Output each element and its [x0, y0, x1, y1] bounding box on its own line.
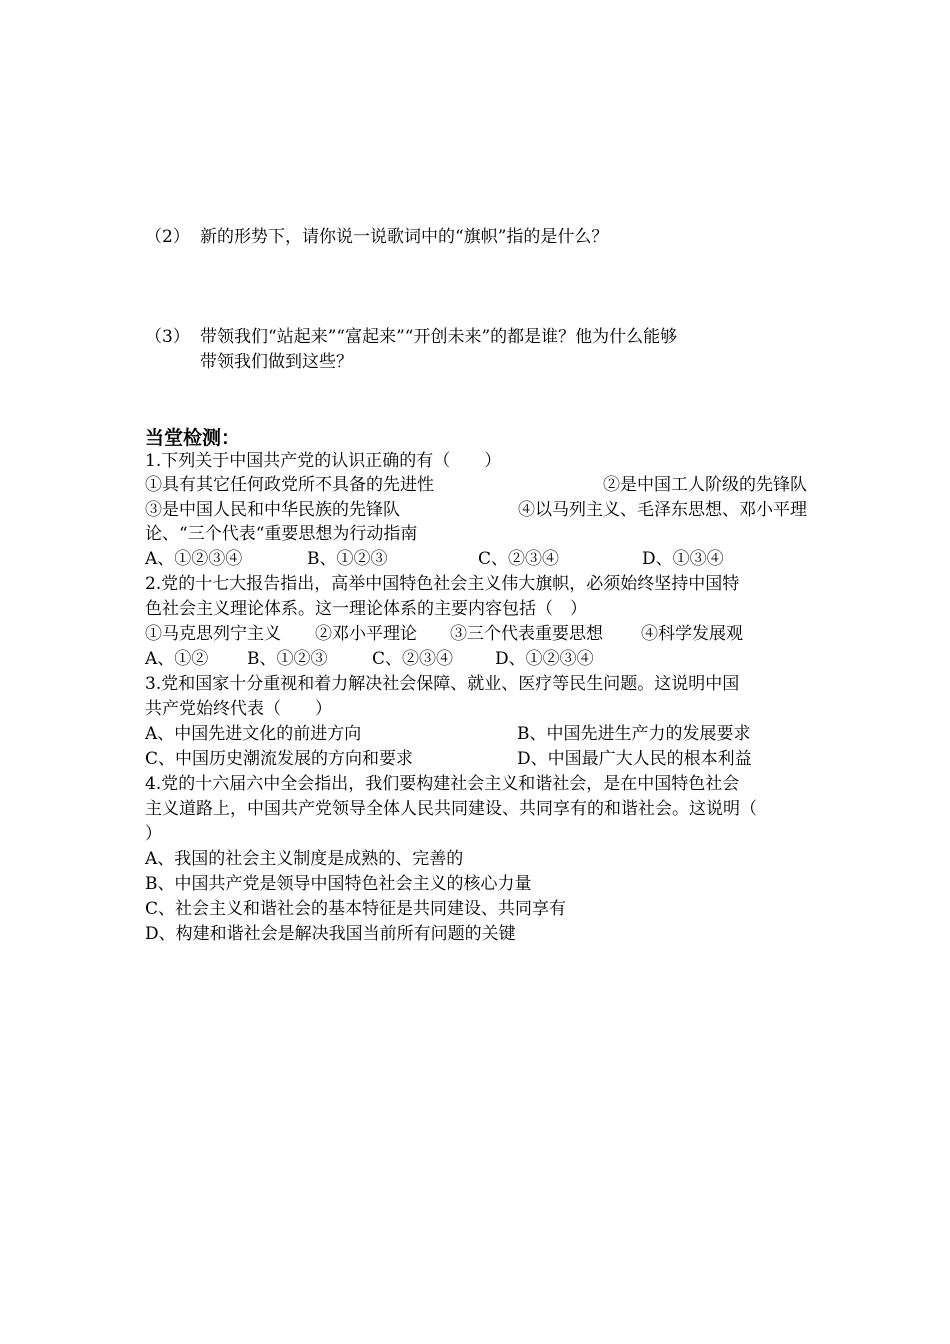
test-q2-stem-line-2: 色社会主义理论体系。这一理论体系的主要内容包括（ ） [145, 599, 587, 619]
test-q2-stem-line-1: 2.党的十七大报告指出，高举中国特色社会主义伟大旗帜，必须始终坚持中国特 [145, 574, 740, 594]
test-q4-option-c: C、社会主义和谐社会的基本特征是共同建设、共同享有 [145, 899, 567, 919]
question-3-text-line-1: 带领我们“站起来”“富起来”“开创未来”的都是谁？他为什么能够 [200, 327, 678, 347]
test-q1-statement-4: ④以马列主义、毛泽东思想、邓小平理 [518, 500, 807, 520]
test-q2-option-b: B、①②③ [247, 649, 328, 669]
test-q1-statements-row-1 [145, 473, 807, 497]
test-q4-option-a: A、我国的社会主义制度是成熟的、完善的 [145, 849, 464, 869]
test-q1-stem: 1.下列关于中国共产党的认识正确的有（ ） [145, 451, 502, 471]
test-q1-statements-row-2 [145, 498, 807, 522]
test-q2-option-d: D、①②③④ [495, 649, 594, 669]
question-3-number: （3） [145, 327, 190, 347]
test-q2-item-2: ②邓小平理论 [315, 624, 417, 644]
test-q2-item-3: ③三个代表重要思想 [450, 624, 603, 644]
test-q2-item-4: ④科学发展观 [641, 624, 743, 644]
test-q1-option-d: D、①③④ [642, 549, 724, 569]
test-q1-statement-2: ②是中国工人阶级的先锋队 [603, 475, 807, 495]
test-q1-statement-1: ①具有其它任何政党所不具备的先进性 [145, 475, 434, 495]
question-2-number: （2） [145, 227, 190, 247]
question-3-text-line-2: 带领我们做到这些？ [200, 352, 353, 372]
test-q3-option-c: C、中国历史潮流发展的方向和要求 [145, 749, 414, 769]
test-q4-stem-line-2: 主义道路上，中国共产党领导全体人民共同建设、共同享有的和谐社会。这说明（ [145, 799, 757, 819]
test-q1-option-c: C、②③④ [478, 549, 560, 569]
test-q3-option-a: A、中国先进文化的前进方向 [145, 724, 362, 744]
test-q1-statement-3: ③是中国人民和中华民族的先锋队 [145, 500, 400, 520]
test-q3-option-d: D、中国最广大人民的根本利益 [517, 749, 752, 769]
test-q2-option-c: C、②③④ [372, 649, 454, 669]
test-q4-stem-line-3: ） [145, 824, 162, 844]
test-q2-option-a: A、①② [145, 649, 209, 669]
test-q4-option-d: D、构建和谐社会是解决我国当前所有问题的关键 [145, 924, 516, 944]
test-q2-item-1: ①马克思列宁主义 [145, 624, 281, 644]
test-q1-option-b: B、①②③ [307, 549, 388, 569]
test-heading: 当堂检测： [145, 427, 241, 449]
test-q1-option-a: A、①②③④ [145, 549, 243, 569]
question-2-text: 新的形势下，请你说一说歌词中的“旗帜”指的是什么？ [200, 227, 609, 247]
test-q3-stem-line-1: 3.党和国家十分重视和着力解决社会保障、就业、医疗等民生问题。这说明中国 [145, 674, 740, 694]
test-q1-statement-4-continued: 论、“三个代表“重要思想为行动指南 [145, 524, 418, 544]
test-q4-option-b: B、中国共产党是领导中国特色社会主义的核心力量 [145, 874, 532, 894]
test-q4-stem-line-1: 4.党的十六届六中全会指出，我们要构建社会主义和谐社会，是在中国特色社会 [145, 774, 740, 794]
test-q3-option-b: B、中国先进生产力的发展要求 [517, 724, 751, 744]
test-q3-stem-line-2: 共产党始终代表（ ） [145, 699, 332, 719]
